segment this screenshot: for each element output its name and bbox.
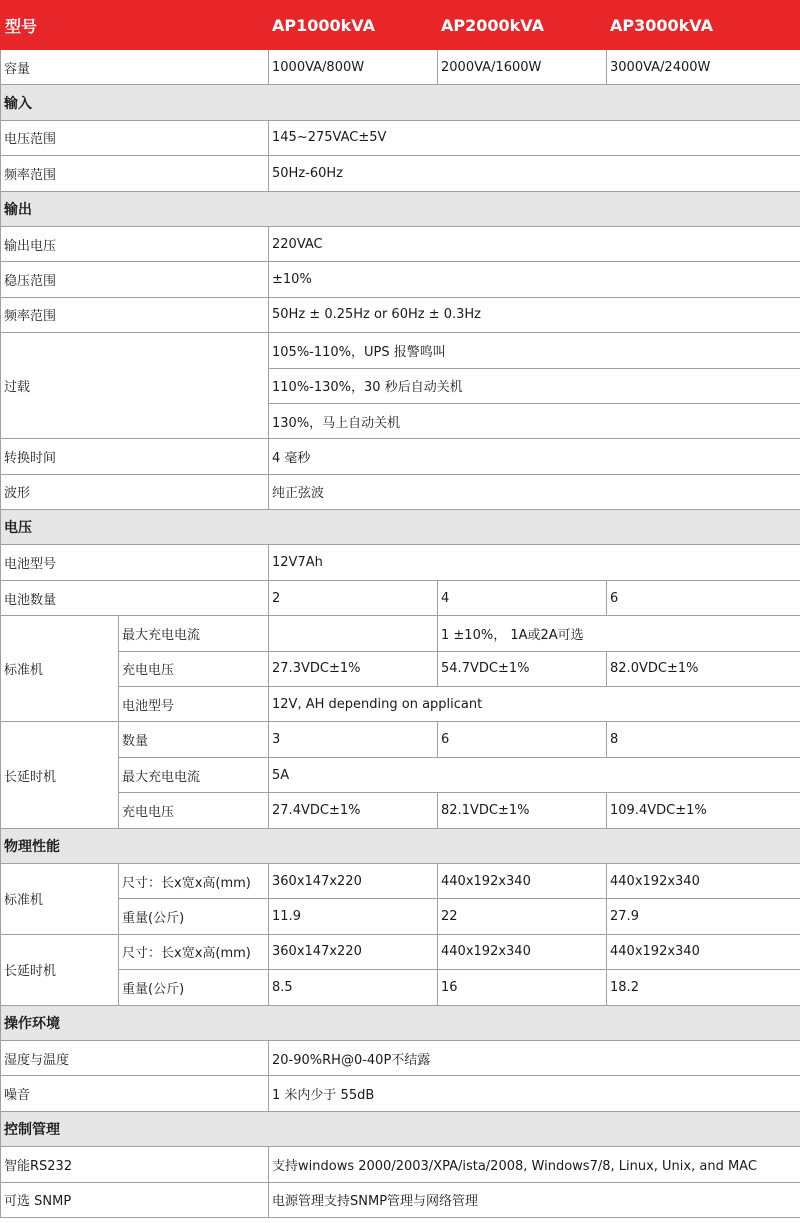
rs232-row (1, 1147, 800, 1182)
row-value: 1 米内少于 55dB (269, 1076, 800, 1111)
weight-1: 11.9 (269, 899, 438, 934)
overload-value-1: 105%-110%，UPS 报警鸣叫 (269, 333, 800, 368)
row-value: 20-90%RH@0-40P不结露 (269, 1040, 800, 1075)
row-value: 12V7Ah (269, 545, 800, 580)
noise-row (1, 1076, 800, 1111)
output-voltage-row (1, 226, 800, 261)
capacity-value-2: 2000VA/1600W (438, 50, 607, 85)
size-3: 440x192x340 (607, 863, 800, 898)
row-label: 转换时间 (1, 439, 269, 474)
row-value: 5A (269, 757, 800, 792)
charge-voltage-2: 54.7VDC±1% (438, 651, 607, 686)
weight-1: 8.5 (269, 970, 438, 1005)
battery-count-3: 6 (607, 580, 800, 615)
model-3-header: AP3000kVA (607, 1, 800, 50)
section-physical (1, 828, 800, 863)
transfer-time-row (1, 439, 800, 474)
row-label: 频率范围 (1, 156, 269, 191)
capacity-label: 容量 (1, 50, 269, 85)
output-regulation-row (1, 262, 800, 297)
standard-weight-row (1, 899, 800, 934)
row-label: 电压范围 (1, 120, 269, 155)
section-title-input: 输入 (1, 85, 800, 120)
long-quantity-row (1, 722, 800, 757)
charge-voltage-3: 82.0VDC±1% (607, 651, 800, 686)
standard-group-label: 标准机 (1, 616, 119, 722)
long-size-row (1, 934, 800, 969)
row-sublabel: 充电电压 (119, 793, 269, 828)
quantity-3: 8 (607, 722, 800, 757)
humidity-row (1, 1040, 800, 1075)
section-title-physical: 物理性能 (1, 828, 800, 863)
size-3: 440x192x340 (607, 934, 800, 969)
battery-count-row (1, 580, 800, 615)
long-group-label: 长延时机 (1, 722, 119, 828)
long-max-current-row (1, 757, 800, 792)
row-sublabel: 尺寸：长x宽x高(mm) (119, 863, 269, 898)
header-row (1, 1, 800, 50)
section-input (1, 85, 800, 120)
row-value: 4 毫秒 (269, 439, 800, 474)
section-environment (1, 1005, 800, 1040)
battery-count-1: 2 (269, 580, 438, 615)
row-label: 噪音 (1, 1076, 269, 1111)
row-sublabel: 重量(公斤) (119, 970, 269, 1005)
row-label: 电池数量 (1, 580, 269, 615)
battery-count-2: 4 (438, 580, 607, 615)
long-charge-voltage-row (1, 793, 800, 828)
row-label: 频率范围 (1, 297, 269, 332)
charge-voltage-1: 27.3VDC±1% (269, 651, 438, 686)
weight-3: 18.2 (607, 970, 800, 1005)
row-value: 220VAC (269, 226, 800, 261)
standard-charge-voltage-row (1, 651, 800, 686)
row-value: 纯正弦波 (269, 474, 800, 509)
input-voltage-row (1, 120, 800, 155)
row-value: 电源管理支持SNMP管理与网络管理 (269, 1182, 800, 1217)
empty-cell (269, 616, 438, 651)
row-sublabel: 最大充电电流 (119, 757, 269, 792)
weight-2: 16 (438, 970, 607, 1005)
row-label: 智能RS232 (1, 1147, 269, 1182)
section-title-output: 输出 (1, 191, 800, 226)
size-2: 440x192x340 (438, 934, 607, 969)
row-sublabel: 重量(公斤) (119, 899, 269, 934)
row-label: 湿度与温度 (1, 1040, 269, 1075)
long-group-label: 长延时机 (1, 934, 119, 1005)
section-output (1, 191, 800, 226)
overload-row-1 (1, 333, 800, 368)
row-value: 50Hz-60Hz (269, 156, 800, 191)
charge-voltage-3: 109.4VDC±1% (607, 793, 800, 828)
output-frequency-row (1, 297, 800, 332)
section-battery (1, 510, 800, 545)
overload-value-3: 130%，马上自动关机 (269, 403, 800, 438)
row-value: 支持windows 2000/2003/XPA/ista/2008, Windows7/8, Linux, Unix, and MAC (269, 1147, 800, 1182)
quantity-2: 6 (438, 722, 607, 757)
section-title-management: 控制管理 (1, 1111, 800, 1146)
row-value: 1 ±10%， 1A或2A可选 (438, 616, 800, 651)
charge-voltage-2: 82.1VDC±1% (438, 793, 607, 828)
row-label: 输出电压 (1, 226, 269, 261)
row-sublabel: 电池型号 (119, 687, 269, 722)
overload-value-2: 110%-130%，30 秒后自动关机 (269, 368, 800, 403)
row-value: 12V, AH depending on applicant (269, 687, 800, 722)
model-1-header: AP1000kVA (269, 1, 438, 50)
size-1: 360x147x220 (269, 863, 438, 898)
standard-battery-type-row (1, 687, 800, 722)
model-header: 型号 (1, 1, 269, 50)
row-value: ±10% (269, 262, 800, 297)
snmp-row (1, 1182, 800, 1217)
section-management (1, 1111, 800, 1146)
quantity-1: 3 (269, 722, 438, 757)
standard-size-row (1, 863, 800, 898)
standard-group-label: 标准机 (1, 863, 119, 934)
row-sublabel: 充电电压 (119, 651, 269, 686)
model-2-header: AP2000kVA (438, 1, 607, 50)
row-sublabel: 数量 (119, 722, 269, 757)
capacity-row (1, 50, 800, 85)
battery-type-row (1, 545, 800, 580)
row-label: 电池型号 (1, 545, 269, 580)
long-weight-row (1, 970, 800, 1005)
input-frequency-row (1, 156, 800, 191)
size-1: 360x147x220 (269, 934, 438, 969)
overload-label: 过载 (1, 333, 269, 439)
row-sublabel: 最大充电电流 (119, 616, 269, 651)
row-value: 145~275VAC±5V (269, 120, 800, 155)
row-sublabel: 尺寸：长x宽x高(mm) (119, 934, 269, 969)
section-title-environment: 操作环境 (1, 1005, 800, 1040)
row-label: 波形 (1, 474, 269, 509)
waveform-row (1, 474, 800, 509)
size-2: 440x192x340 (438, 863, 607, 898)
capacity-value-3: 3000VA/2400W (607, 50, 800, 85)
charge-voltage-1: 27.4VDC±1% (269, 793, 438, 828)
weight-2: 22 (438, 899, 607, 934)
row-value: 50Hz ± 0.25Hz or 60Hz ± 0.3Hz (269, 297, 800, 332)
row-label: 可选 SNMP (1, 1182, 269, 1217)
standard-max-current-row (1, 616, 800, 651)
row-label: 稳压范围 (1, 262, 269, 297)
weight-3: 27.9 (607, 899, 800, 934)
capacity-value-1: 1000VA/800W (269, 50, 438, 85)
section-title-battery: 电压 (1, 510, 800, 545)
